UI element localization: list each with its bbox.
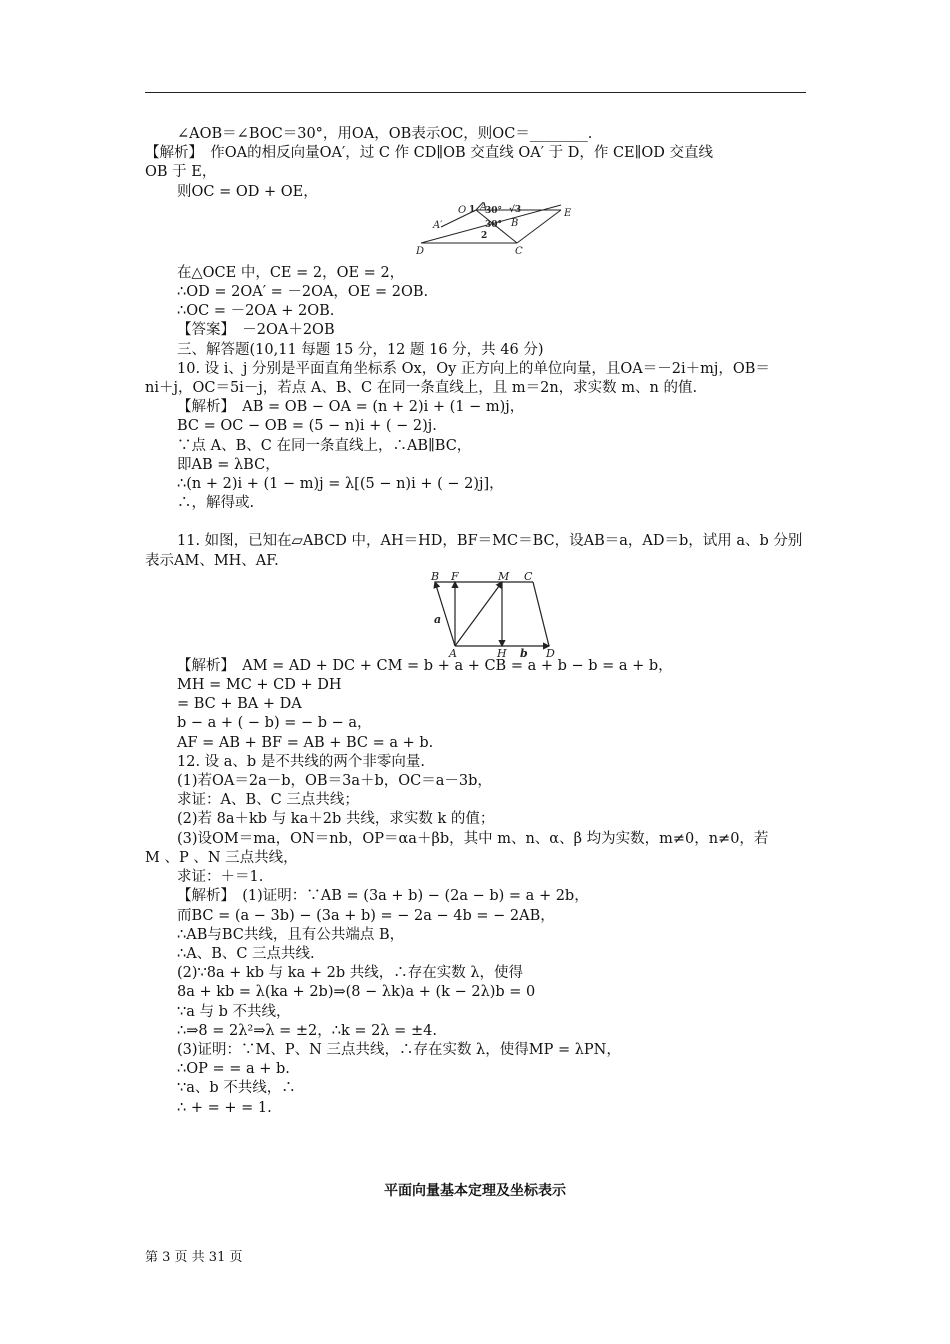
text-line: 而BC = (a − 3b) − (3a + b) = − 2a − 4b = − 2AB，: [177, 907, 555, 924]
text-line: ∴A、B、C 三点共线.: [177, 945, 315, 962]
text-line: (2)∵8a + kb 与 ka + 2b 共线，∴存在实数 λ，使得: [177, 965, 524, 982]
text-line: ∵a、b 不共线，∴: [177, 1080, 296, 1097]
text-line: b − a + ( − b) = − b − a，: [177, 715, 372, 732]
label-B: B: [431, 570, 440, 583]
figure-parallelogram-abcd: [145, 571, 806, 657]
text-line: 【解析】 AB = OB − OA = (n + 2)i + (1 − m)j，: [177, 399, 525, 416]
text-line: (1)若OA＝2a－b，OB＝3a＋b，OC＝a－3b，: [177, 773, 492, 790]
text-line: 表示AM、MH、AF.: [145, 552, 279, 569]
text-line: 【答案】 －2OA＋2OB: [177, 322, 335, 339]
text-line: 求证：＋＝1.: [177, 869, 264, 886]
text-line: 12. 设 a、b 是不共线的两个非零向量.: [177, 753, 425, 770]
label-D: D: [416, 245, 425, 257]
text-line: ∴OC = －2OA + 2OB.: [177, 303, 335, 320]
text-line: ∴OD = 2OA′ = －2OA，OE = 2OB.: [177, 284, 429, 301]
mark-one: 1: [469, 204, 476, 215]
text-line: BC = OC − OB = (5 − n)i + ( − 2)j.: [177, 418, 437, 435]
text-line: ∴(n + 2)i + (1 − m)j = λ[(5 − n)i + ( − 2)j]，: [177, 476, 504, 493]
label-C: C: [524, 570, 533, 583]
figure-1-svg: [145, 202, 806, 264]
text-line: 11. 如图，已知在▱ABCD 中，AH＝HD，BF＝MC＝BC，设AB＝a，AD＝b，试用 a、b 分别: [177, 533, 803, 550]
section-title: 平面向量基本定理及坐标表示: [384, 1183, 566, 1199]
text-line: MH = MC + CD + DH: [177, 677, 342, 694]
text-line: 【解析】 作OA的相反向量OA′，过 C 作 CD∥OB 交直线 OA′ 于 D，作 CE∥OD 交直线: [145, 145, 713, 162]
label-A: A: [480, 201, 488, 213]
mark-sqrt3: √3: [509, 204, 522, 215]
mark-two: 2: [481, 230, 488, 241]
text-line: ∴AB与BC共线，且有公共端点 B，: [177, 926, 405, 943]
text-line: ∴OP = = a + b.: [177, 1061, 290, 1078]
text-line: 即AB = λBC，: [177, 456, 280, 473]
label-C: C: [515, 245, 523, 257]
figure-2-svg: [145, 571, 806, 657]
text-line: ∵点 A、B、C 在同一条直线上，∴AB∥BC，: [177, 437, 472, 454]
label-B: B: [511, 217, 519, 229]
label-O: O: [458, 204, 467, 216]
text-line: ∠AOB＝∠BOC＝30°，用OA，OB表示OC，则OC＝________.: [177, 126, 593, 142]
label-F: F: [451, 570, 459, 583]
text-line: 【解析】 (1)证明：∵AB = (3a + b) − (2a − b) = a + 2b，: [177, 888, 589, 905]
label-vector-b: b: [520, 646, 528, 657]
text-line: ni＋j，OC＝5i－j，若点 A、B、C 在同一条直线上，且 m＝2n，求实数 m、n 的值.: [145, 380, 698, 397]
text-line: 在△OCE 中，CE = 2，OE = 2，: [177, 264, 405, 281]
label-D: D: [546, 646, 555, 657]
text-line: AF = AB + BF = AB + BC = a + b.: [177, 734, 434, 751]
text-line: 10. 设 i、j 分别是平面直角坐标系 Ox，Oy 正方向上的单位向量，且OA＝－2i＋mj，OB＝: [177, 360, 770, 377]
text-line: ∴⇒8 = 2λ²⇒λ = ±2，∴k = 2λ = ±4.: [177, 1022, 437, 1039]
text-line: 则OC = OD + OE，: [177, 183, 318, 200]
mark-angle-top: 30°: [485, 205, 503, 216]
text-line: M 、P 、N 三点共线，: [145, 849, 298, 866]
label-E: E: [564, 207, 572, 219]
mark-angle-bottom: 30°: [485, 219, 503, 230]
page-footer: 第 3 页 共 31 页: [145, 1250, 243, 1265]
label-A-prime: A′: [433, 219, 443, 231]
text-line: (2)若 8a＋kb 与 ka＋2b 共线，求实数 k 的值；: [177, 811, 495, 828]
text-line: 8a + kb = λ(ka + 2b)⇒(8 − λk)a + (k − 2λ)b = 0: [177, 984, 536, 1001]
text-line: ∴，解得或.: [177, 495, 255, 512]
text-line: 【解析】 AM = AD + DC + CM = b + a + CB = a + b − b = a + b，: [177, 657, 673, 674]
header-rule: [145, 92, 806, 93]
text-line: (3)设OM＝ma，ON＝nb，OP＝αa＋βb，其中 m、n、α、β 均为实数，m≠0，n≠0，若: [177, 830, 769, 847]
text-line: OB 于 E，: [145, 164, 217, 181]
document-body: [145, 125, 806, 1118]
text-line: ∴ + = + = 1.: [177, 1099, 272, 1116]
section-heading: 三、解答题(10,11 每题 15 分，12 题 16 分，共 46 分): [177, 341, 544, 358]
text-line: 求证：A、B、C 三点共线；: [177, 792, 359, 809]
text-line: ∵a 与 b 不共线，: [177, 1003, 291, 1020]
text-line: (3)证明：∵M、P、N 三点共线，∴存在实数 λ，使得MP = λPN，: [177, 1041, 621, 1058]
label-H: H: [497, 646, 507, 657]
label-M: M: [498, 570, 510, 583]
figure-parallelogram-ocde: [145, 202, 806, 264]
label-A: A: [449, 646, 457, 657]
label-vector-a: a: [434, 612, 442, 626]
text-line: = BC + BA + DA: [177, 696, 302, 713]
